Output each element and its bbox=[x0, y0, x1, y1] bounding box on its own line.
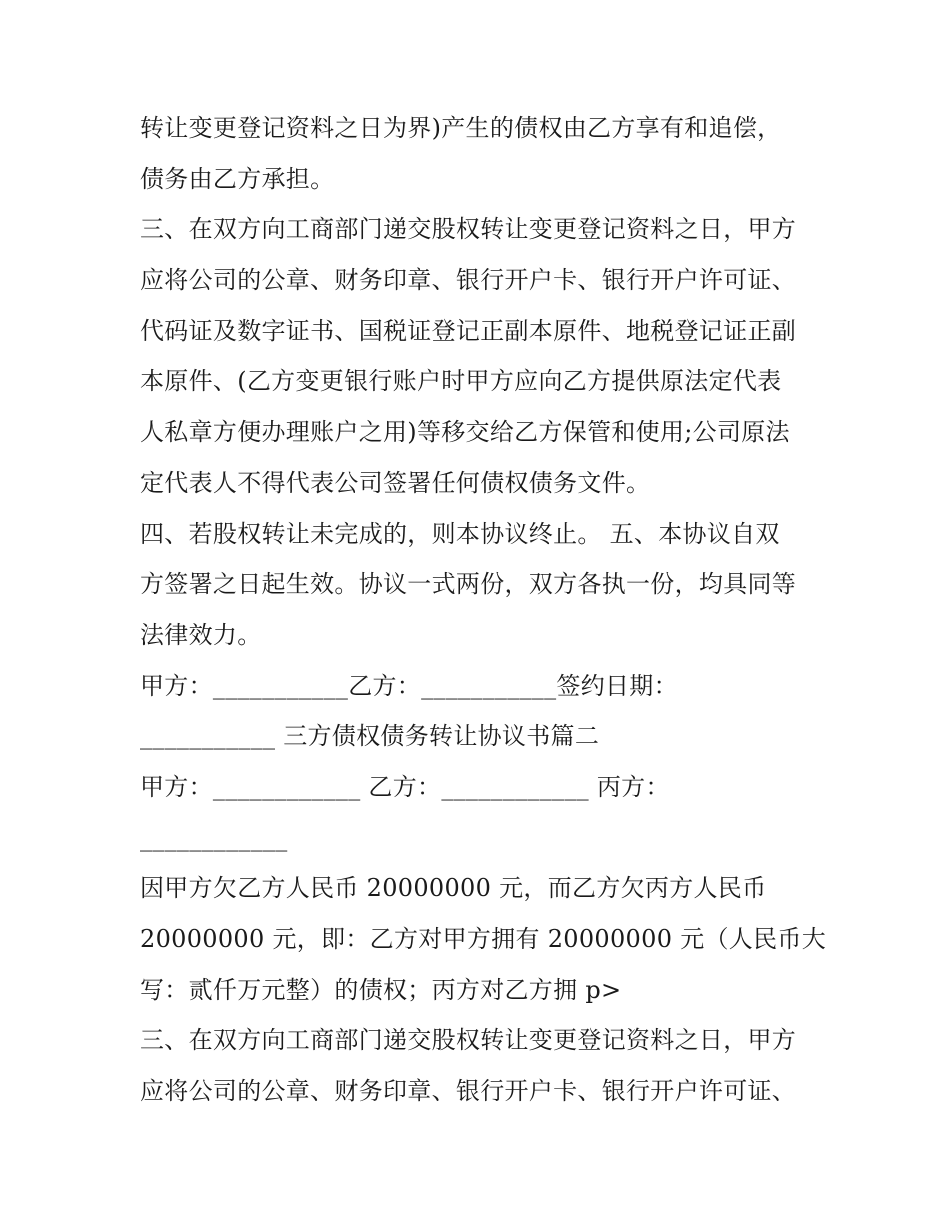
text-line: 法律效力。 bbox=[140, 620, 262, 649]
section-heading: ___________ 三方债权债务转让协议书篇二 bbox=[140, 722, 600, 751]
text-line: 应将公司的公章、财务印章、银行开户卡、银行开户许可证、 bbox=[140, 266, 797, 295]
text-line: 三、在双方向工商部门递交股权转让变更登记资料之日，甲方 bbox=[140, 1026, 797, 1055]
text-line: 方签署之日起生效。协议一式两份，双方各执一份，均具同等 bbox=[140, 570, 797, 599]
text-line: 写：贰仟万元整）的债权；丙方对乙方拥 p> bbox=[140, 975, 622, 1004]
parties-line: 甲方：____________ 乙方：____________ 丙方： bbox=[140, 772, 670, 801]
text-line: 人私章方便办理账户之用)等移交给乙方保管和使用;公司原法 bbox=[140, 418, 790, 447]
text-line: 债务由乙方承担。 bbox=[140, 164, 335, 193]
text-line: 因甲方欠乙方人民币 20000000 元，而乙方欠丙方人民币 bbox=[140, 874, 767, 903]
text-line: 应将公司的公章、财务印章、银行开户卡、银行开户许可证、 bbox=[140, 1077, 797, 1106]
text-line: 三、在双方向工商部门递交股权转让变更登记资料之日，甲方 bbox=[140, 215, 797, 244]
document-page bbox=[140, 103, 826, 1117]
text-line: 代码证及数字证书、国税证登记正副本原件、地税登记证正副 bbox=[140, 316, 797, 345]
parties-line: ____________ bbox=[140, 823, 288, 852]
text-line: 20000000 元，即：乙方对甲方拥有 20000000 元（人民币大 bbox=[140, 925, 826, 953]
text-line: 四、若股权转让未完成的，则本协议终止。 五、本协议自双 bbox=[140, 519, 780, 548]
text-line: 本原件、(乙方变更银行账户时甲方应向乙方提供原法定代表 bbox=[140, 367, 782, 396]
text-line: 转让变更登记资料之日为界)产生的债权由乙方享有和追偿， bbox=[140, 114, 782, 142]
signature-line: 甲方：___________乙方：___________签约日期： bbox=[140, 671, 678, 700]
text-line: 定代表人不得代表公司签署任何债权债务文件。 bbox=[140, 468, 651, 497]
